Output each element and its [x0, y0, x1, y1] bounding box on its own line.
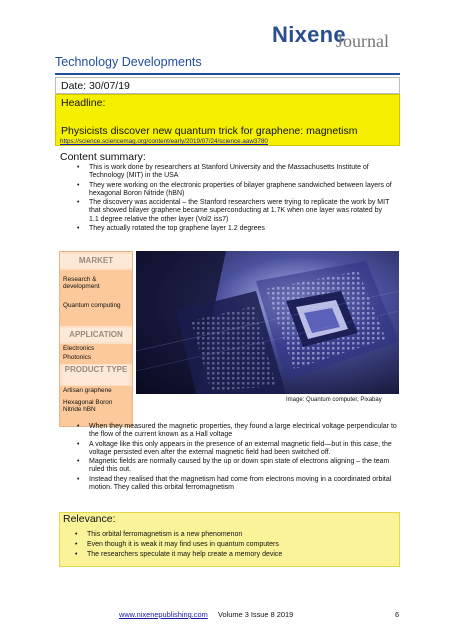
list-item: • They were working on the electronic properties of bilayer graphene sandwiched between layers of hexagonal Boron Nitride (hBN) — [72, 182, 392, 199]
product-item: Artisan graphene — [63, 387, 112, 394]
logo-nixene: Nixene — [272, 22, 346, 47]
list-item: • This orbital ferromagnetism is a new phenomenon — [70, 530, 390, 539]
relevance-box — [59, 512, 400, 567]
date-field: Date: 30/07/19 — [55, 77, 400, 94]
market-item: Research & development — [63, 276, 100, 291]
application-item: Electronics — [63, 345, 95, 352]
category-panel — [59, 251, 133, 427]
list-item: • They actually rotated the top graphene layer 1.2 degrees — [72, 225, 392, 233]
section-title: Technology Developments — [55, 55, 202, 69]
footer-link[interactable]: www.nixenepublishing.com — [119, 610, 208, 619]
logo-journal: Journal — [336, 31, 389, 51]
relevance-list — [70, 530, 390, 560]
application-item: Photonics — [63, 354, 92, 361]
summary-list — [72, 164, 392, 234]
list-item: • The discovery was accidental – the Stanford researchers were trying to replicate the work by MIT that showed bilayer graphene became superconducting at 1.7K when one layer was rotated by 1.1 degree relative the other layer (Vol2 iss7) — [72, 199, 392, 224]
headline-link[interactable]: https://science.sciencemag.org/content/early/2019/07/24/science.aaw3780 — [60, 138, 268, 145]
headline-text: Physicists discover new quantum trick for graphene: magnetism — [61, 125, 358, 137]
market-heading: MARKET — [60, 254, 132, 268]
headline-label: Headline: — [61, 97, 106, 109]
product-item: Hexagonal Boron Nitride hBN — [63, 399, 113, 414]
market-item: Quantum computing — [63, 302, 121, 309]
list-item: • Instead they realised that the magnetism had come from electrons moving in a coordinated orbital motion. They called this orbital ferromagnetism — [72, 476, 398, 493]
list-item: • Magnetic fields are normally caused by the up or down spin state of electrons aligning – the team ruled this out. — [72, 458, 398, 475]
page-number: 6 — [395, 610, 400, 619]
quantum-computer-image — [136, 251, 399, 394]
image-caption: Image: Quantum computer, Pixabay — [286, 397, 382, 403]
list-item: • This is work done by researchers at Stanford University and the Massachusetts Institute of Technology (MIT) in the USA — [72, 164, 392, 181]
title-divider — [55, 73, 400, 75]
footer-volume: Volume 3 Issue 8 2019 — [218, 610, 294, 619]
application-heading: APPLICATION — [60, 328, 132, 342]
list-item: • A voltage like this only appears in the presence of an external magnetic field—but in this case, the voltage persisted even after the external magnetic field had been switched off. — [72, 441, 398, 458]
list-item: • Even though it is weak it may find uses in quantum computers — [70, 540, 390, 549]
list-item: • The researchers speculate it may help create a memory device — [70, 550, 390, 559]
product-type-heading: PRODUCT TYPE — [63, 365, 129, 385]
relevance-heading: Relevance: — [63, 513, 116, 525]
findings-list — [72, 423, 398, 493]
summary-heading: Content summary: — [60, 151, 146, 163]
list-item: • When they measured the magnetic properties, they found a large electrical voltage perpendicular to the flow of the current known as a Hall voltage — [72, 423, 398, 440]
